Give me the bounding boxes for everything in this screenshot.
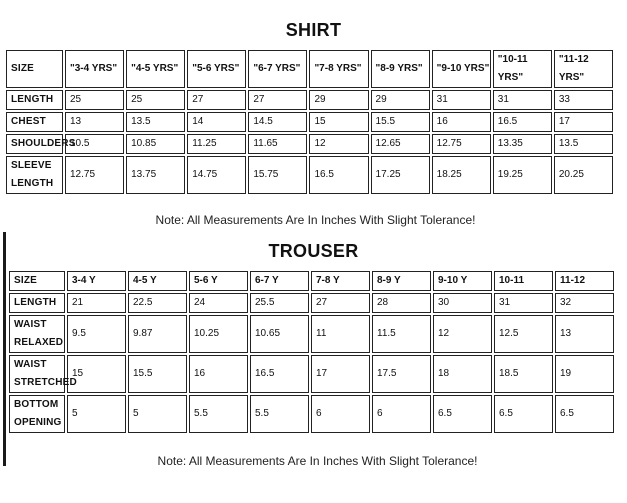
trouser-row-waist-stretched (9, 355, 614, 393)
trouser-size-10-11: 10-11 (494, 271, 553, 291)
trouser-note: Note: All Measurements Are In Inches With Slight Tolerance! (157, 454, 478, 468)
shirt-note: Note: All Measurements Are In Inches With Slight Tolerance! (155, 213, 476, 227)
cell-value: 13 (555, 315, 614, 353)
shirt-size-8-9: "8-9 YRS" (371, 50, 430, 88)
cell-value: 17.25 (371, 156, 430, 194)
cell-value: 16 (432, 112, 491, 132)
cell-value: 25 (65, 90, 124, 110)
row-label: WAIST RELAXED (9, 315, 65, 353)
cell-value: 27 (311, 293, 370, 313)
cell-value: 17 (554, 112, 613, 132)
row-label: LENGTH (9, 293, 65, 313)
shirt-size-table (4, 48, 615, 196)
cell-value: 10.5 (65, 134, 124, 154)
cell-value: 12.5 (494, 315, 553, 353)
shirt-size-label: SIZE (6, 50, 63, 88)
cell-value: 9.87 (128, 315, 187, 353)
cell-value: 17 (311, 355, 370, 393)
shirt-row-length (6, 90, 613, 110)
cell-value: 15 (67, 355, 126, 393)
cell-value: 13.5 (126, 112, 185, 132)
row-label: SLEEVE LENGTH (6, 156, 63, 194)
cell-value: 14 (187, 112, 246, 132)
cell-value: 15.75 (248, 156, 307, 194)
cell-value: 27 (187, 90, 246, 110)
cell-value: 9.5 (67, 315, 126, 353)
trouser-size-3-4: 3-4 Y (67, 271, 126, 291)
shirt-size-11-12: "11-12 YRS" (554, 50, 613, 88)
trouser-header-row (9, 271, 614, 291)
cell-value: 6 (372, 395, 431, 433)
cell-value: 33 (554, 90, 613, 110)
shirt-size-10-11: "10-11 YRS" (493, 50, 552, 88)
shirt-size-6-7: "6-7 YRS" (248, 50, 307, 88)
cell-value: 31 (432, 90, 491, 110)
row-label: SHOULDERS (6, 134, 63, 154)
cell-value: 18.25 (432, 156, 491, 194)
cell-value: 30 (433, 293, 492, 313)
trouser-size-9-10: 9-10 Y (433, 271, 492, 291)
shirt-size-4-5: "4-5 YRS" (126, 50, 185, 88)
trouser-size-table (7, 269, 616, 435)
shirt-row-sleeve-length (6, 156, 613, 194)
trouser-size-label: SIZE (9, 271, 65, 291)
cell-value: 16 (189, 355, 248, 393)
shirt-title: SHIRT (285, 20, 342, 40)
trouser-size-4-5: 4-5 Y (128, 271, 187, 291)
shirt-row-chest (6, 112, 613, 132)
cell-value: 17.5 (372, 355, 431, 393)
trouser-size-7-8: 7-8 Y (311, 271, 370, 291)
section-divider-bar (3, 232, 6, 466)
row-label: BOTTOM OPENING (9, 395, 65, 433)
cell-value: 10.85 (126, 134, 185, 154)
cell-value: 13.5 (554, 134, 613, 154)
cell-value: 31 (494, 293, 553, 313)
cell-value: 29 (309, 90, 368, 110)
cell-value: 12.65 (371, 134, 430, 154)
cell-value: 11.25 (187, 134, 246, 154)
cell-value: 27 (248, 90, 307, 110)
trouser-size-11-12: 11-12 (555, 271, 614, 291)
trouser-row-waist-relaxed (9, 315, 614, 353)
row-label: LENGTH (6, 90, 63, 110)
cell-value: 6.5 (433, 395, 492, 433)
cell-value: 11.5 (372, 315, 431, 353)
shirt-size-7-8: "7-8 YRS" (309, 50, 368, 88)
row-label: CHEST (6, 112, 63, 132)
cell-value: 19.25 (493, 156, 552, 194)
cell-value: 29 (371, 90, 430, 110)
cell-value: 12 (433, 315, 492, 353)
cell-value: 25 (126, 90, 185, 110)
cell-value: 6 (311, 395, 370, 433)
cell-value: 10.25 (189, 315, 248, 353)
cell-value: 5.5 (189, 395, 248, 433)
trouser-size-8-9: 8-9 Y (372, 271, 431, 291)
cell-value: 12.75 (432, 134, 491, 154)
shirt-row-shoulders (6, 134, 613, 154)
trouser-row-length (9, 293, 614, 313)
trouser-size-6-7: 6-7 Y (250, 271, 309, 291)
trouser-row-bottom-opening (9, 395, 614, 433)
cell-value: 13.75 (126, 156, 185, 194)
cell-value: 18 (433, 355, 492, 393)
cell-value: 11.65 (248, 134, 307, 154)
cell-value: 13 (65, 112, 124, 132)
cell-value: 15 (309, 112, 368, 132)
cell-value: 19 (555, 355, 614, 393)
cell-value: 18.5 (494, 355, 553, 393)
cell-value: 28 (372, 293, 431, 313)
cell-value: 25.5 (250, 293, 309, 313)
cell-value: 16.5 (250, 355, 309, 393)
trouser-title: TROUSER (268, 241, 359, 261)
cell-value: 22.5 (128, 293, 187, 313)
cell-value: 15.5 (128, 355, 187, 393)
shirt-size-3-4: "3-4 YRS" (65, 50, 124, 88)
cell-value: 15.5 (371, 112, 430, 132)
cell-value: 21 (67, 293, 126, 313)
trouser-size-5-6: 5-6 Y (189, 271, 248, 291)
cell-value: 20.25 (554, 156, 613, 194)
cell-value: 10.65 (250, 315, 309, 353)
cell-value: 5.5 (250, 395, 309, 433)
cell-value: 12 (309, 134, 368, 154)
cell-value: 14.75 (187, 156, 246, 194)
cell-value: 16.5 (309, 156, 368, 194)
shirt-size-9-10: "9-10 YRS" (432, 50, 491, 88)
cell-value: 5 (67, 395, 126, 433)
cell-value: 24 (189, 293, 248, 313)
cell-value: 14.5 (248, 112, 307, 132)
cell-value: 31 (493, 90, 552, 110)
cell-value: 16.5 (493, 112, 552, 132)
cell-value: 32 (555, 293, 614, 313)
cell-value: 11 (311, 315, 370, 353)
shirt-size-5-6: "5-6 YRS" (187, 50, 246, 88)
row-label: WAIST STRETCHED (9, 355, 65, 393)
cell-value: 6.5 (555, 395, 614, 433)
shirt-header-row (6, 50, 613, 88)
cell-value: 5 (128, 395, 187, 433)
cell-value: 12.75 (65, 156, 124, 194)
cell-value: 6.5 (494, 395, 553, 433)
cell-value: 13.35 (493, 134, 552, 154)
